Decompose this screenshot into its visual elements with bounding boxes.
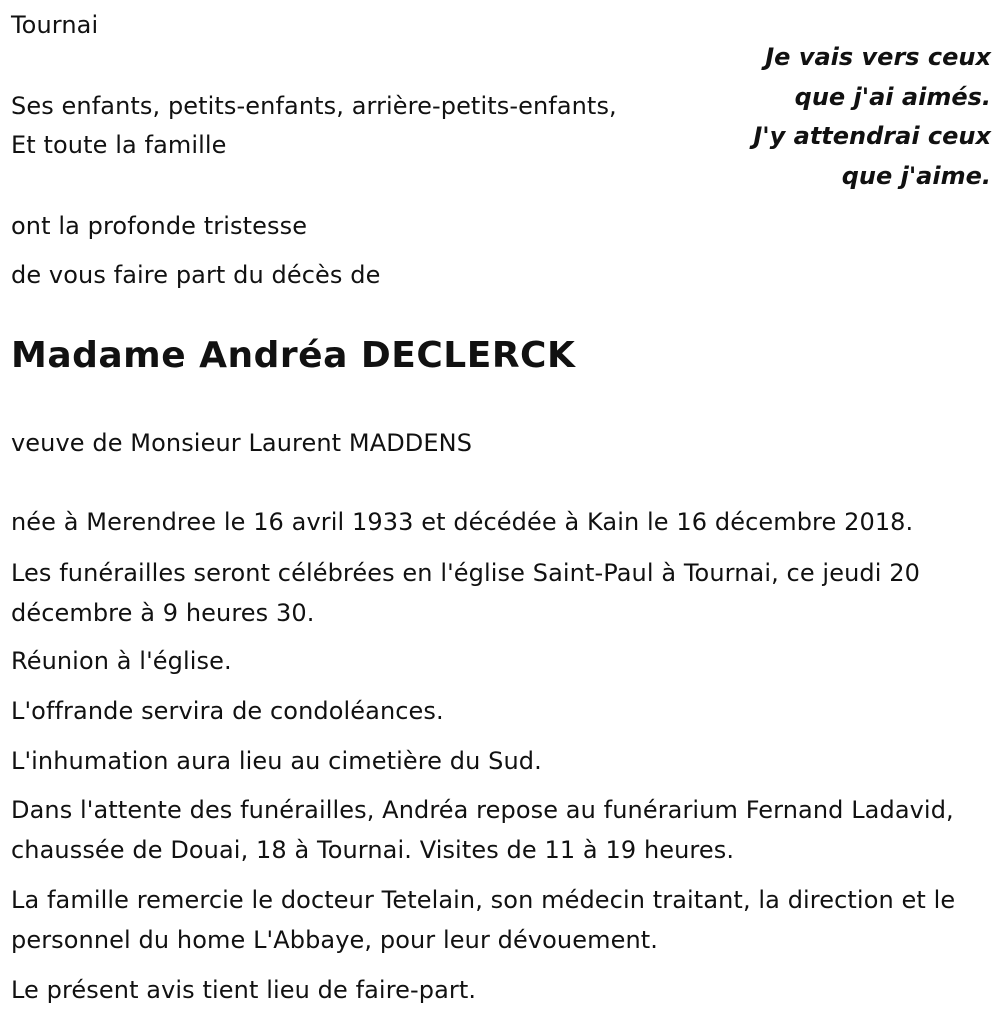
thanks-paragraph: La famille remercie le docteur Tetelain, son médecin traitant, la direction et le personnel du home L'Abbaye, pour leur dévouement. [11,886,956,954]
epitaph-quote [753,38,991,196]
notice-paragraph: Le présent avis tient lieu de faire-part. [11,976,477,1004]
deceased-name: Madame Andréa DECLERCK [11,335,576,376]
widow-of: veuve de Monsieur Laurent MADDENS [11,429,473,457]
location: Tournai [11,11,99,39]
quote-line: J'y attendrai ceux [753,122,991,150]
meeting-paragraph: Réunion à l'église. [11,647,232,675]
announcement-line: ont la profonde tristesse [11,212,308,240]
family-line: Et toute la famille [11,131,227,159]
quote-line: que j'ai aimés. [794,82,991,111]
family-line: Ses enfants, petits-enfants, arrière-petits-enfants, [11,92,617,120]
funeral-paragraph: Les funérailles seront célébrées en l'église Saint-Paul à Tournai, ce jeudi 20 décembre à 9 heures 30. [11,559,920,627]
visitation-paragraph: Dans l'attente des funérailles, Andréa repose au funérarium Fernand Ladavid, chaussée de Douai, 18 à Tournai. Visites de 11 à 19 heures. [11,796,954,864]
offering-paragraph: L'offrande servira de condoléances. [11,697,444,725]
birth-death-paragraph: née à Merendree le 16 avril 1933 et décédée à Kain le 16 décembre 2018. [11,508,914,536]
quote-line: que j'aime. [841,161,991,190]
burial-paragraph: L'inhumation aura lieu au cimetière du Sud. [11,747,542,775]
announcement-line: de vous faire part du décès de [11,261,381,289]
quote-line: Je vais vers ceux [765,43,991,71]
